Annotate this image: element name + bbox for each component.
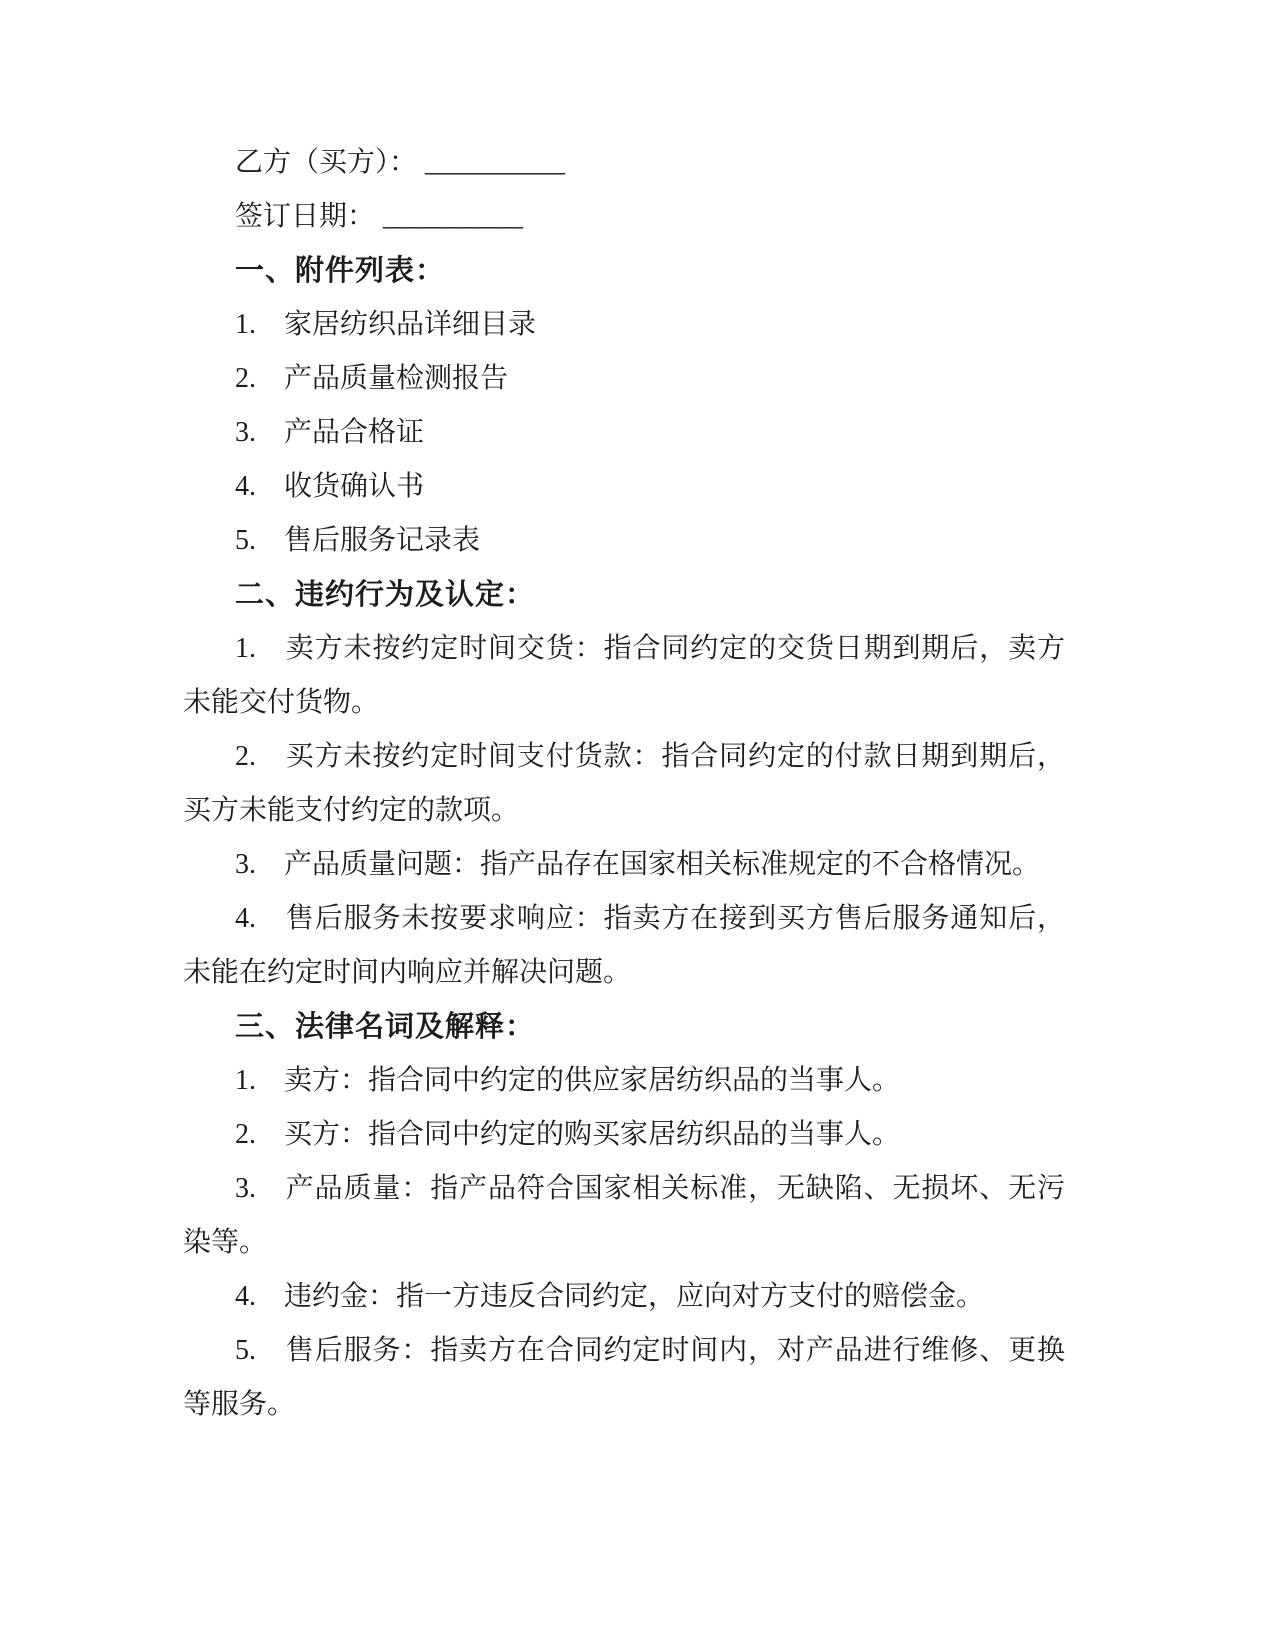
attachment-item-1: 1. 家居纺织品详细目录 (235, 309, 537, 340)
term-item-1: 1. 卖方：指合同中约定的供应家居纺织品的当事人。 (235, 1065, 901, 1096)
breach-item-3: 3. 产品质量问题：指产品存在国家相关标准规定的不合格情况。 (235, 849, 1041, 880)
term-item-4: 4. 违约金：指一方违反合同约定，应向对方支付的赔偿金。 (235, 1281, 985, 1312)
section-3-heading: 三、法律名词及解释： (235, 1011, 536, 1043)
term-item-5: 5. 售后服务：指卖方在合同约定时间内，对产品进行维修、更换等服务。 (183, 1335, 1065, 1420)
breach-item-4: 4. 售后服务未按要求响应：指卖方在接到买方售后服务通知后，未能在约定时间内响应并解决问题。 (183, 903, 1065, 988)
section-2-heading: 二、违约行为及认定： (235, 579, 536, 611)
term-item-2: 2. 买方：指合同中约定的购买家居纺织品的当事人。 (235, 1119, 901, 1150)
breach-item-1: 1. 卖方未按约定时间交货：指合同约定的交货日期到期后，卖方未能交付货物。 (183, 633, 1065, 718)
party-b-label: 乙方（买方）： (235, 147, 418, 178)
term-item-3: 3. 产品质量：指产品符合国家相关标准，无缺陷、无损坏、无污染等。 (183, 1173, 1065, 1258)
attachment-item-5: 5. 售后服务记录表 (235, 525, 481, 556)
attachment-item-4: 4. 收货确认书 (235, 471, 425, 502)
sign-date-line (183, 190, 1065, 244)
sign-date-blank: __________ (383, 201, 524, 232)
sign-date-label: 签订日期： (235, 201, 376, 232)
party-b-blank: __________ (425, 147, 566, 178)
attachment-item-3: 3. 产品合格证 (235, 417, 425, 448)
breach-item-2: 2. 买方未按约定时间支付货款：指合同约定的付款日期到期后，买方未能支付约定的款项。 (183, 741, 1065, 826)
section-1-heading: 一、附件列表： (235, 255, 446, 287)
attachment-item-2: 2. 产品质量检测报告 (235, 363, 509, 394)
party-b-line (183, 136, 1065, 190)
